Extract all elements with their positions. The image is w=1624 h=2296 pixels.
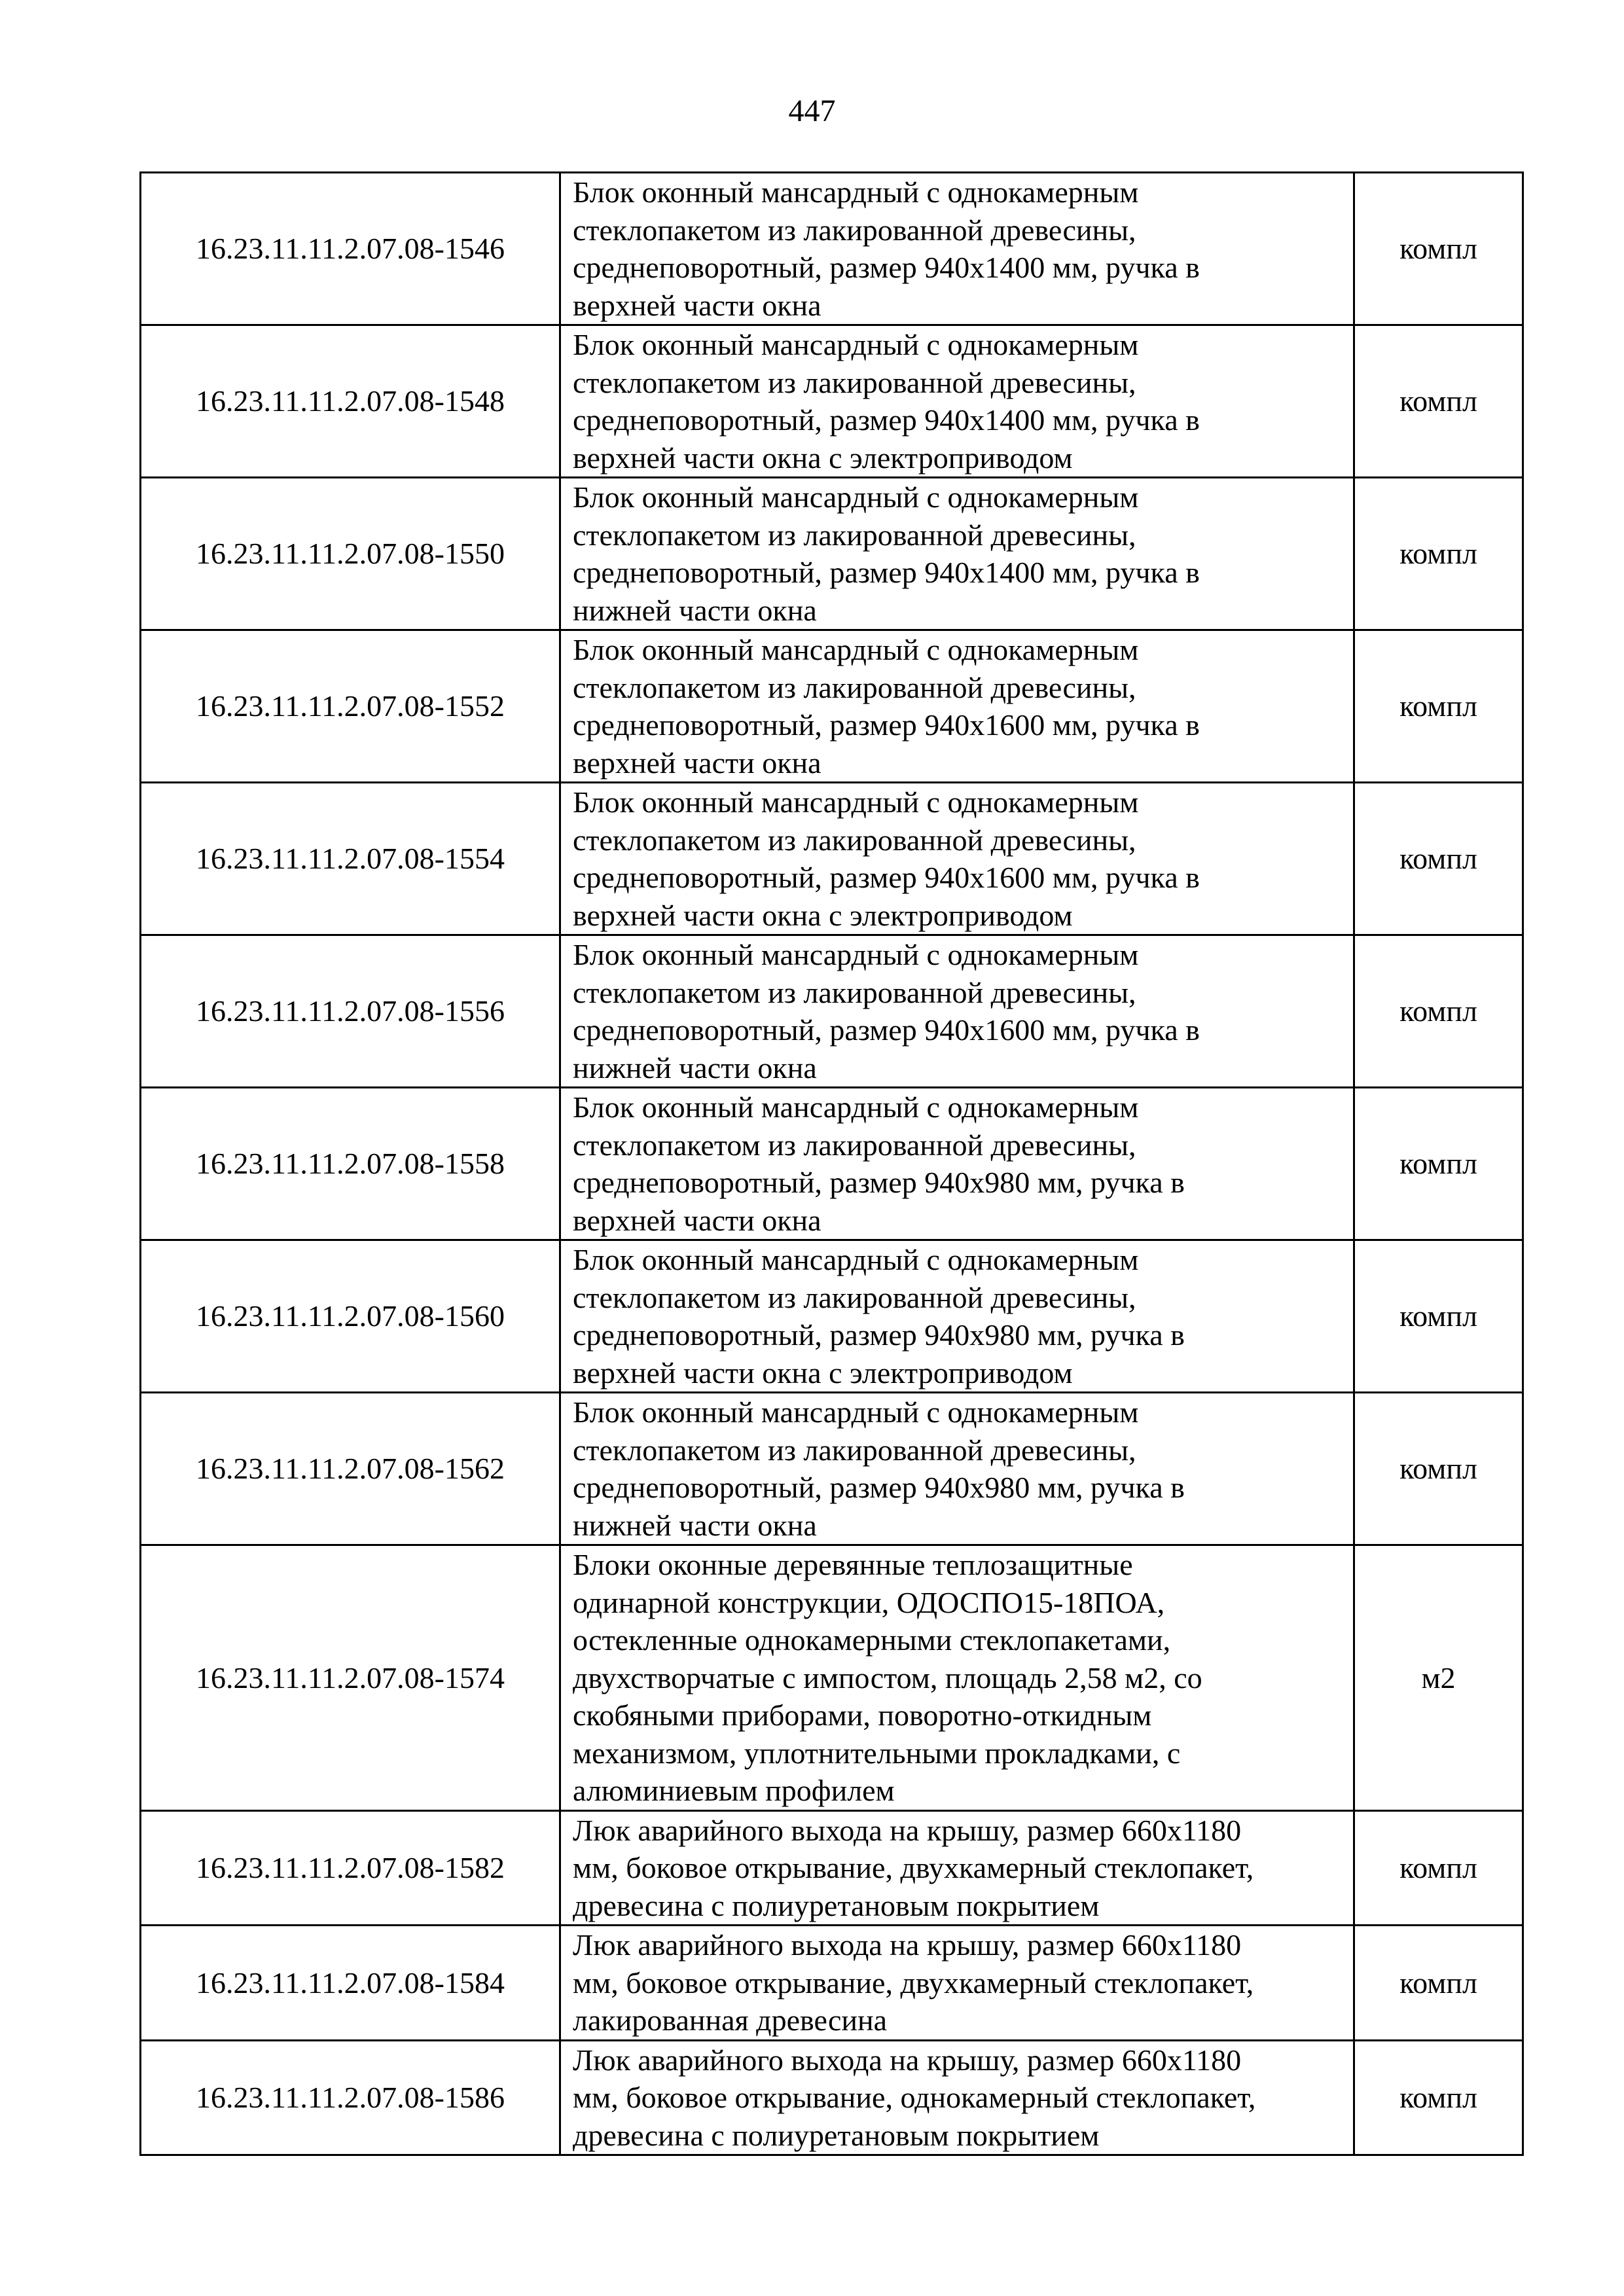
table-row — [141, 783, 1523, 935]
table-row — [141, 630, 1523, 783]
description-line: среднеповоротный, размер 940х1400 мм, ручка в — [573, 403, 1200, 437]
description-line: стеклопакетом из лакированной древесины, — [573, 823, 1136, 857]
description-line: Блок оконный мансардный с однокамерным — [573, 328, 1139, 361]
description-line: стеклопакетом из лакированной древесины, — [573, 365, 1136, 399]
description-line: верхней части окна — [573, 288, 821, 322]
description-line: Люк аварийного выхода на крышу, размер 660х1180 — [573, 1928, 1242, 1962]
description-line: мм, боковое открывание, однокамерный стеклопакет, — [573, 2081, 1256, 2114]
resource-unit: компл — [1354, 173, 1523, 325]
description-line: Люк аварийного выхода на крышу, размер 660х1180 — [573, 1813, 1242, 1847]
resource-description — [560, 1810, 1354, 1926]
resource-description — [560, 1926, 1354, 2041]
resource-unit: компл — [1354, 935, 1523, 1088]
resource-description — [560, 478, 1354, 630]
resource-description — [560, 1240, 1354, 1393]
table-row — [141, 1240, 1523, 1393]
resource-code: 16.23.11.11.2.07.08-1586 — [141, 2040, 560, 2155]
description-line: среднеповоротный, размер 940х1400 мм, ручка в — [573, 556, 1200, 589]
description-line: среднеповоротный, размер 940х1600 мм, ручка в — [573, 1013, 1200, 1047]
description-line: остекленные однокамерными стеклопакетами, — [573, 1623, 1171, 1657]
description-line: Блок оконный мансардный с однокамерным — [573, 175, 1139, 209]
resource-unit: м2 — [1354, 1545, 1523, 1811]
description-line: Блок оконный мансардный с однокамерным — [573, 1243, 1139, 1276]
resource-description — [560, 1545, 1354, 1811]
table-row — [141, 2040, 1523, 2155]
description-line: стеклопакетом из лакированной древесины, — [573, 518, 1136, 552]
resource-code: 16.23.11.11.2.07.08-1554 — [141, 783, 560, 935]
description-line: Блок оконный мансардный с однокамерным — [573, 480, 1139, 514]
description-line: Блок оконный мансардный с однокамерным — [573, 1395, 1139, 1429]
resource-code: 16.23.11.11.2.07.08-1546 — [141, 173, 560, 325]
resource-unit: компл — [1354, 630, 1523, 783]
resource-unit: компл — [1354, 1926, 1523, 2041]
table-row — [141, 1810, 1523, 1926]
resource-unit: компл — [1354, 478, 1523, 630]
resource-description — [560, 1088, 1354, 1240]
description-line: нижней части окна — [573, 1050, 817, 1085]
table-body — [141, 173, 1523, 2155]
description-line: Блоки оконные деревянные теплозащитные — [573, 1548, 1133, 1581]
description-line: Блок оконный мансардный с однокамерным — [573, 633, 1139, 666]
description-line: мм, боковое открывание, двухкамерный стеклопакет, — [573, 1965, 1254, 2000]
description-line: стеклопакетом из лакированной древесины, — [573, 1128, 1136, 1162]
page-number: 447 — [788, 94, 836, 128]
resource-description — [560, 935, 1354, 1088]
description-line: стеклопакетом из лакированной древесины, — [573, 1433, 1136, 1467]
description-line: лакированная древесина — [573, 2003, 888, 2037]
resource-code: 16.23.11.11.2.07.08-1574 — [141, 1545, 560, 1811]
description-line: механизмом, уплотнительными прокладками, с — [573, 1736, 1181, 1770]
table-row — [141, 1926, 1523, 2041]
description-line: верхней части окна — [573, 745, 821, 780]
description-line: Люк аварийного выхода на крышу, размер 660х1180 — [573, 2043, 1242, 2077]
description-line: верхней части окна — [573, 1203, 821, 1237]
description-line: среднеповоротный, размер 940х1600 мм, ручка в — [573, 861, 1200, 894]
table-row — [141, 935, 1523, 1088]
description-line: верхней части окна с электроприводом — [573, 440, 1073, 475]
description-line: стеклопакетом из лакированной древесины, — [573, 975, 1136, 1009]
description-line: нижней части окна — [573, 593, 817, 627]
resource-code: 16.23.11.11.2.07.08-1562 — [141, 1393, 560, 1545]
resource-unit: компл — [1354, 325, 1523, 478]
description-line: верхней части окна с электроприводом — [573, 1355, 1073, 1390]
description-line: стеклопакетом из лакированной древесины, — [573, 213, 1136, 247]
description-line: стеклопакетом из лакированной древесины, — [573, 670, 1136, 704]
resource-code: 16.23.11.11.2.07.08-1582 — [141, 1810, 560, 1926]
description-line: одинарной конструкции, ОДОСПО15-18ПОА, — [573, 1585, 1165, 1619]
resource-unit: компл — [1354, 1240, 1523, 1393]
description-line: Блок оконный мансардный с однокамерным — [573, 785, 1139, 819]
resource-code: 16.23.11.11.2.07.08-1560 — [141, 1240, 560, 1393]
description-line: скобяными приборами, поворотно-откидным — [573, 1698, 1152, 1732]
description-line: среднеповоротный, размер 940х980 мм, ручка в — [573, 1166, 1185, 1199]
table-row — [141, 173, 1523, 325]
description-line: среднеповоротный, размер 940х1400 мм, ручка в — [573, 251, 1200, 284]
resource-description — [560, 783, 1354, 935]
table-row — [141, 1393, 1523, 1545]
table-row — [141, 1088, 1523, 1240]
resource-unit: компл — [1354, 1810, 1523, 1926]
resource-code: 16.23.11.11.2.07.08-1552 — [141, 630, 560, 783]
resource-code: 16.23.11.11.2.07.08-1558 — [141, 1088, 560, 1240]
description-line: стеклопакетом из лакированной древесины, — [573, 1280, 1136, 1314]
description-line: нижней части окна — [573, 1508, 817, 1542]
description-line: среднеповоротный, размер 940х1600 мм, ручка в — [573, 708, 1200, 742]
resource-code: 16.23.11.11.2.07.08-1548 — [141, 325, 560, 478]
resource-description — [560, 325, 1354, 478]
resource-unit: компл — [1354, 783, 1523, 935]
resource-code: 16.23.11.11.2.07.08-1556 — [141, 935, 560, 1088]
resource-description — [560, 1393, 1354, 1545]
table-row — [141, 325, 1523, 478]
resource-unit: компл — [1354, 1088, 1523, 1240]
description-line: алюминиевым профилем — [573, 1774, 895, 1807]
description-line: древесина с полиуретановым покрытием — [573, 1888, 1100, 1922]
description-line: среднеповоротный, размер 940х980 мм, ручка в — [573, 1318, 1185, 1352]
resource-table — [139, 171, 1524, 2156]
resource-code: 16.23.11.11.2.07.08-1584 — [141, 1926, 560, 2041]
description-line: среднеповоротный, размер 940х980 мм, ручка в — [573, 1471, 1185, 1504]
description-line: двухстворчатые с импостом, площадь 2,58 м2, со — [573, 1660, 1202, 1695]
resource-unit: компл — [1354, 2040, 1523, 2155]
resource-description — [560, 2040, 1354, 2155]
table-row — [141, 478, 1523, 630]
table-row — [141, 1545, 1523, 1811]
resource-unit: компл — [1354, 1393, 1523, 1545]
description-line: древесина с полиуретановым покрытием — [573, 2118, 1100, 2152]
resource-description — [560, 630, 1354, 783]
resource-code: 16.23.11.11.2.07.08-1550 — [141, 478, 560, 630]
resource-description — [560, 173, 1354, 325]
description-line: Блок оконный мансардный с однокамерным — [573, 938, 1139, 971]
description-line: верхней части окна с электроприводом — [573, 898, 1073, 932]
description-line: мм, боковое открывание, двухкамерный стеклопакет, — [573, 1851, 1254, 1884]
description-line: Блок оконный мансардный с однокамерным — [573, 1090, 1139, 1124]
